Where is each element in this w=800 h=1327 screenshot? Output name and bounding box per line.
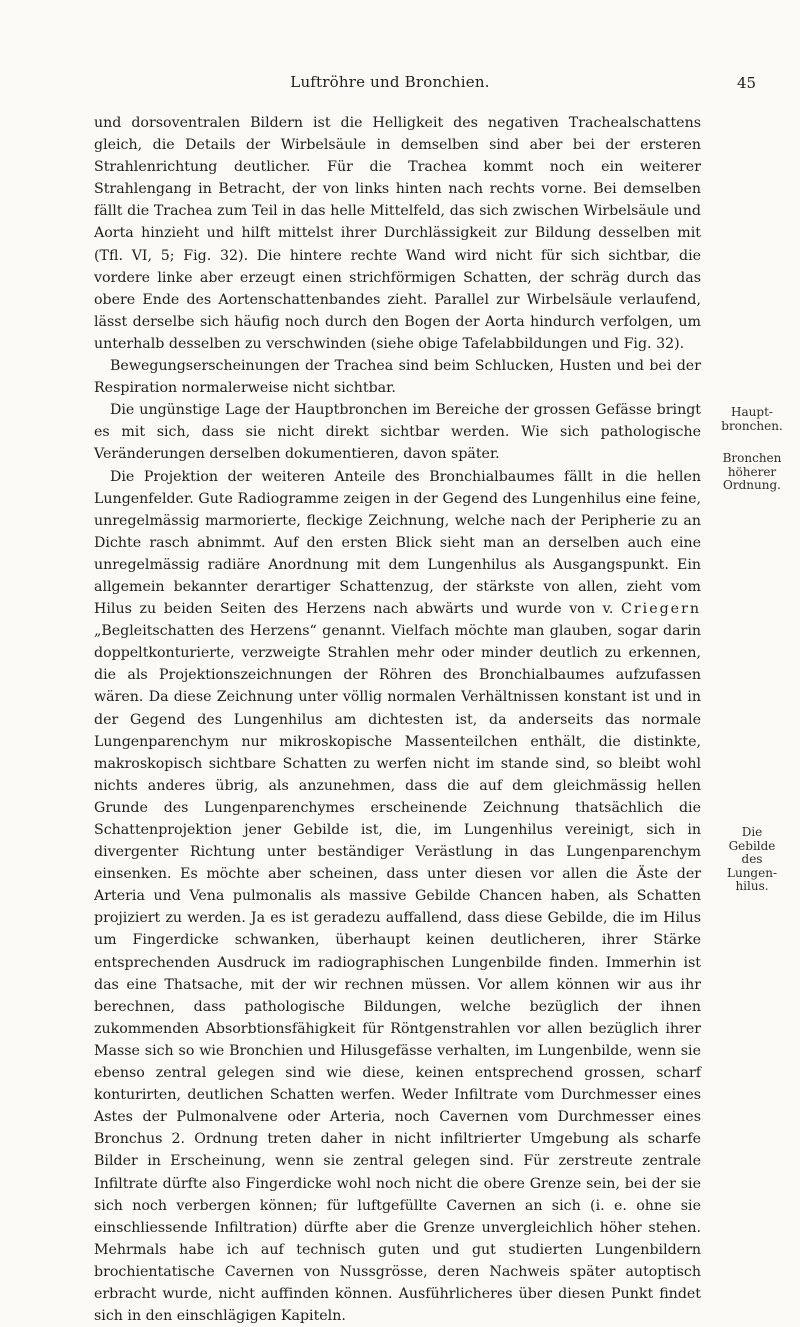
running-header: Luftröhre und Bronchien. xyxy=(260,73,520,91)
margin-note-higher-order-bronchi: Bronchen höherer Ordnung. xyxy=(716,452,788,493)
paragraph-bronchial-tree xyxy=(94,466,701,1327)
margin-note-hilus-structures: Die Gebilde des Lungen- hilus. xyxy=(716,826,788,894)
margin-note-main-bronchi: Haupt- bronchen. xyxy=(716,406,788,433)
paragraph-main-bronchi: Die ungünstige Lage der Hauptbronchen im Bereiche der grossen Gefässe bringt es mit sich, dass sie nicht direkt sichtbar werden. Wie sich pathologische Veränderungen derselben dokumentieren, davon später. xyxy=(94,399,701,465)
main-text xyxy=(94,112,701,1327)
page-number: 45 xyxy=(737,74,756,92)
paragraph-text-before-name: Die Projektion der weiteren Anteile des Bronchialbaumes fällt in die hellen Lungenfelder. Gute Radiogramme zeigen in der Gegend des Lungenhilus eine feine, unregelmässig marmorierte, fleckige Zeichnung, welche nach der Peripherie zu an Dichte rasch abnimmt. Auf den ersten Blick sieht man an derselben auch eine unregelmässig radiäre Anordnung mit dem Lungenhilus als Ausgangspunkt. Ein allgemein bekannter derartiger Schattenzug, der stärkste von allen, zieht vom Hilus zu beiden Seiten des Herzens nach abwärts und wurde von v. xyxy=(94,469,701,618)
paragraph-text-after-name: „Begleitschatten des Herzens“ genannt. Vielfach möchte man glauben, sogar darin doppeltkonturierte, verzweigte Strahlen mehr oder minder deutlich zu erkennen, die als Projektionszeichnungen der Röhren des Bronchialbaumes aufzufassen wären. Da diese Zeichnung unter völlig normalen Verhältnissen konstant ist und in der Gegend des Lungenhilus am dichtesten ist, da anderseits das normale Lungenparenchym nur mikroskopische Massenteilchen enthält, die distinkte, makroskopisch sichtbare Schatten zu werfen nicht im stande sind, so bleibt wohl nichts anderes übrig, als anzunehmen, dass die auf dem gleichmässig hellen Grunde des Lungenparenchymes erscheinende Zeichnung thatsächlich die Schattenprojektion jener Gebilde ist, die, im Lungenhilus vereinigt, sich in divergenter Richtung unter beständiger Verästlung in das Lungenparenchym einsenken. Es möchte aber scheinen, dass unter diesen vor allen die Äste der Arteria und Vena pulmonalis als massive Gebilde Chancen haben, als Schatten projiziert zu werden. Ja es ist geradezu auffallend, dass diese Gebilde, die im Hilus um Fingerdicke schwanken, überhaupt keinen deutlicheren, ihrer Stärke entsprechenden Ausdruck im radiographischen Lungenbilde finden. Immerhin ist das eine Thatsache, mit der wir rechnen müssen. Vor allem können wir aus ihr berechnen, dass pathologische Bildungen, welche bezüglich der ihnen zukommenden Absorbtionsfähigkeit für Röntgenstrahlen vor allen bezüglich ihrer Masse sich so wie Bronchien und Hilusgefässe verhalten, im Lungenbilde, wenn sie ebenso zentral gelegen sind wie diese, keinen entsprechend grossen, scharf konturirten, deutlichen Schatten werfen. Weder Infiltrate vom Durchmesser eines Astes der Pulmonalvene oder Arteria, noch Cavernen vom Durchmesser eines Bronchus 2. Ordnung treten daher in nicht infiltrierter Umgebung als scharfe Bilder in Erscheinung, wenn sie zentral gelegen sind. Für zerstreute zentrale Infiltrate dürfte also Fingerdicke wohl noch nicht die obere Grenze sein, bei der sie sich noch verbergen können; für luftgefüllte Cavernen an sich (i. e. ohne sie einschliessende Infiltration) dürfte aber die Grenze unvergleichlich höher stehen. Mehrmals habe ich auf technisch guten und gut studierten Lungenbildern brochientatische Cavernen von Nussgrösse, deren Nachweis später autoptisch erbracht wurde, nicht auffinden können. Ausführlicheres über diesen Punkt findet sich in den einschlägigen Kapiteln. xyxy=(94,623,701,1324)
author-name-criegern: Criegern xyxy=(621,601,701,617)
paragraph-trachea-projection: und dorsoventralen Bildern ist die Helligkeit des negativen Trachealschattens gleich, die Details der Wirbelsäule in demselben sind aber bei der ersteren Strahlenrichtung deutlicher. Für die Trachea kommt noch ein weiterer Strahlengang in Betracht, der von links hinten nach rechts vorne. Bei demselben fällt die Trachea zum Teil in das helle Mittelfeld, das sich zwischen Wirbelsäule und Aorta hinzieht und hilft mittelst ihrer Durchlässigkeit zur Bildung desselben mit (Tfl. VI, 5; Fig. 32). Die hintere rechte Wand wird nicht für sich sichtbar, die vordere linke aber erzeugt einen strichförmigen Schatten, der schräg durch das obere Ende des Aortenschattenbandes zieht. Parallel zur Wirbelsäule verlaufend, lässt derselbe sich häufig noch durch den Bogen der Aorta hindurch verfolgen, um unterhalb desselben zu verschwinden (siehe obige Tafelabbildungen und Fig. 32). xyxy=(94,112,701,355)
paragraph-trachea-movement: Bewegungserscheinungen der Trachea sind beim Schlucken, Husten und bei der Respiration normalerweise nicht sichtbar. xyxy=(94,355,701,399)
